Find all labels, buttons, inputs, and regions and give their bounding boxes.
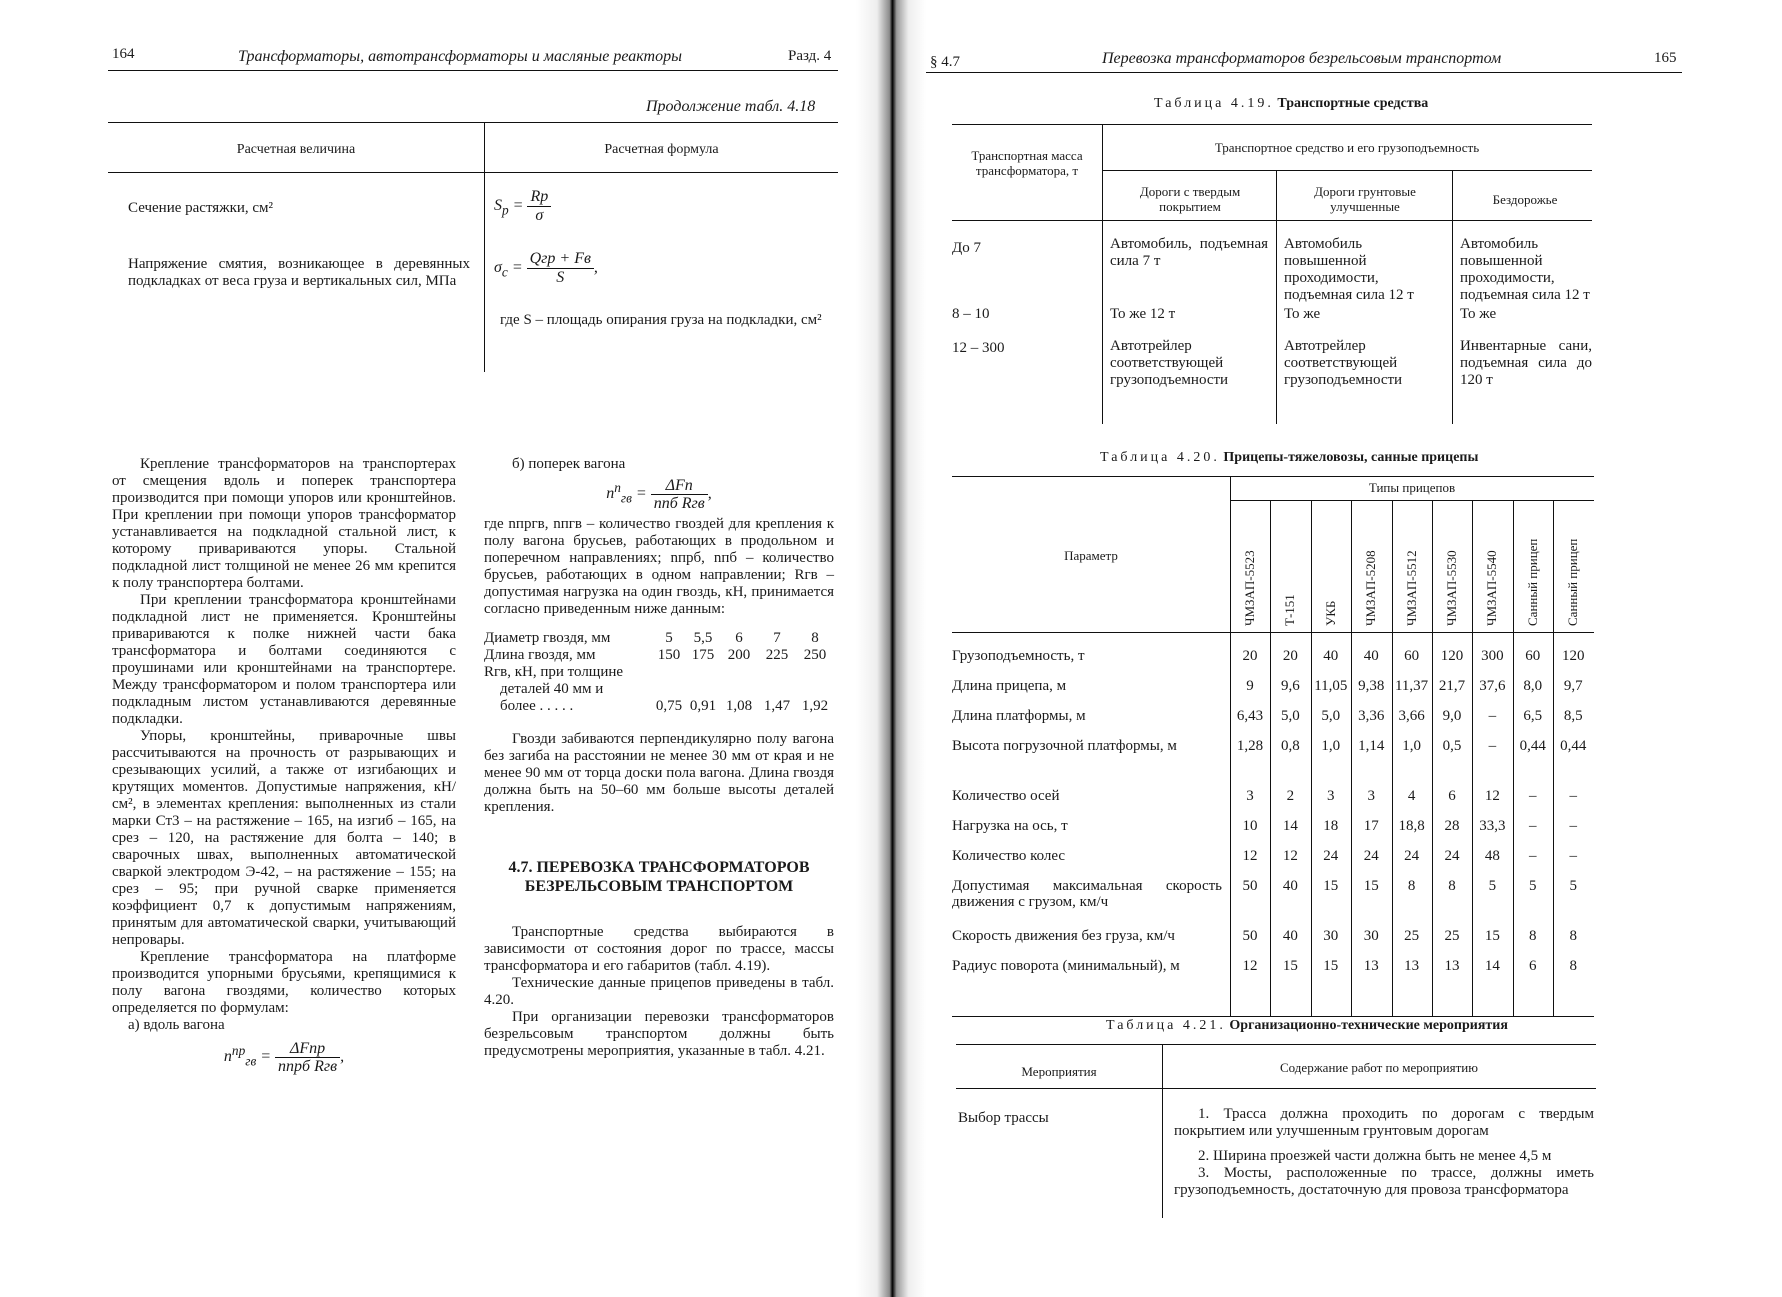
table-cell: 21,7	[1438, 678, 1466, 694]
page-number: 165	[1654, 50, 1677, 66]
table-head-dirt: Дороги грунтовые улучшенные	[1314, 184, 1416, 214]
paragraph: Транспортные средства выбираются в зависимости от состояния дорог по трассе, массы трансформатора и его габаритов (табл. 4.19).	[484, 924, 834, 974]
table-head-paved: Дороги с твердым покрытием	[1139, 184, 1241, 214]
paragraph: Крепление трансформатора на платформе производится упорными брусьями, крепящимися к полу вагона гвоздями, количество которых определяется по формулам:	[112, 949, 456, 1016]
column-a	[112, 456, 456, 1075]
table-cell: –	[1529, 818, 1537, 834]
table-cell: 6,43	[1236, 708, 1264, 724]
table-cell: 1,0	[1402, 738, 1421, 754]
table-cell: 8 – 10	[952, 306, 990, 322]
table-cell: 20	[1282, 648, 1298, 664]
table-cell: 11,05	[1314, 678, 1348, 694]
table-cell: 17	[1363, 818, 1379, 834]
table-cell: Автотрейлер соответствующей грузоподъемности	[1110, 338, 1229, 388]
table-cell: 1,28	[1236, 738, 1264, 754]
table-cell: 9,38	[1358, 678, 1385, 694]
table-cell: 8	[1569, 958, 1577, 974]
column-b	[484, 456, 834, 1060]
trailer-type-header: Санный прицеп	[1565, 538, 1581, 626]
table-caption: Таблица 4.19. Транспортные средства	[1154, 96, 1429, 111]
parameter-label: Высота погрузочной платформы, м	[952, 738, 1177, 754]
parameter-label: Допустимая максимальная скорость движения с грузом, км/ч	[952, 878, 1222, 910]
paragraph: При организации перевозки трансформаторов безрельсовым транспортом должны быть предусмотрены мероприятия, указанные в табл. 4.21.	[484, 1009, 834, 1059]
list-item: 3. Мосты, расположенные по трассе, должны иметь грузоподъемность, достаточную для провоза трансформатора	[1174, 1165, 1594, 1198]
formula-tension: $S_р$ = $\frac{Rр}{\sigma}$	[494, 188, 551, 225]
parameter-label: Длина прицепа, м	[952, 678, 1067, 694]
nail-table: Диаметр гвоздя, мм 5 5,5 6 7 8 Длина гвоздя, мм 150 175 200 225 250 Rгв, кН, при толщине деталей 40 мм и более . . . . . 0,75 0,91 1,08 1,47 1,92	[484, 630, 834, 715]
section-title: 4.7. ПЕРЕВОЗКА ТРАНСФОРМАТОРОВ БЕЗРЕЛЬСОВЫМ ТРАНСПОРТОМ	[508, 859, 810, 895]
table-cell: 13	[1404, 958, 1420, 974]
table-cell: –	[1569, 848, 1577, 864]
table-cell: 3,66	[1398, 708, 1425, 724]
right-page	[912, 0, 1782, 1297]
table-cell: 50	[1242, 928, 1258, 944]
table-cell: 9,0	[1442, 708, 1462, 724]
measure-list	[1174, 1106, 1594, 1199]
table-cell: Выбор трассы	[958, 1110, 1049, 1126]
table-cell: 5,0	[1281, 708, 1300, 724]
table-row: более . . . . . 0,75 0,91 1,08 1,47 1,92	[500, 698, 829, 714]
trailer-type-header: Т-151	[1282, 594, 1298, 626]
table-cell: 5	[1488, 878, 1497, 894]
table-head-param: Параметр	[1064, 548, 1118, 563]
table-caption: Таблица 4.20. Прицепы-тяжеловозы, санные прицепы	[1100, 450, 1479, 465]
table-cell: 0,5	[1442, 738, 1462, 754]
table-cell: 5	[1529, 878, 1537, 894]
table-cell: 8	[1407, 878, 1416, 894]
continuation-caption: Продолжение табл. 4.18	[646, 98, 816, 115]
table-cell: Инвентарные сани, подъемная сила до 120 т	[1460, 338, 1592, 388]
table-cell: 18	[1323, 818, 1339, 834]
parameter-label: Количество колес	[952, 848, 1066, 864]
trailer-type-header: ЧМЗАП-5208	[1363, 550, 1379, 626]
table-caption: Таблица 4.21. Организационно-технические мероприятия	[1106, 1018, 1508, 1033]
table-cell: 300	[1481, 648, 1504, 664]
table-cell: 40	[1282, 878, 1298, 894]
where-note: где S – площадь опирания груза на подкладки, см²	[500, 312, 822, 328]
table-cell: –	[1529, 788, 1537, 804]
table-head-group: Транспортное средство и его грузоподъемность	[1214, 140, 1480, 155]
table-cell: –	[1529, 848, 1537, 864]
list-item: а) вдоль вагона	[128, 1017, 225, 1033]
table-row: Длина гвоздя, мм 150 175 200 225 250	[484, 647, 827, 663]
table-head-group: Типы прицепов	[1368, 480, 1456, 495]
table-cell: 11,37	[1394, 678, 1429, 694]
table-cell: 1,14	[1358, 738, 1385, 754]
table-cell: 8	[1448, 878, 1456, 894]
table-cell: 15	[1323, 958, 1339, 974]
paragraph: Технические данные прицепов приведены в табл. 4.20.	[484, 975, 834, 1008]
table-cell: –	[1569, 818, 1577, 834]
table-cell: 0,44	[1519, 738, 1546, 754]
table-head-formula: Расчетная формула	[604, 142, 719, 157]
table-cell: 24	[1363, 848, 1379, 864]
table-cell: 15	[1363, 878, 1379, 894]
table-cell: 0,44	[1560, 738, 1587, 754]
table-cell: 12	[1282, 848, 1298, 864]
table-cell: 24	[1323, 848, 1339, 864]
paragraph: где nпргв, nпгв – количество гвоздей для крепления к полу вагона брусьев, работающих в продольном и поперечном направлениях; nпрб, nпб – количество брусьев, работающих в одном направлении; Rгв – допустимая нагрузка на один гвоздь, кН, принимается согласно приведенным ниже данным:	[484, 516, 834, 617]
parameter-label: Количество осей	[952, 788, 1060, 804]
table-cell: 30	[1323, 928, 1339, 944]
table-cell: 8,5	[1563, 708, 1583, 724]
parameter-label: Нагрузка на ось, т	[952, 818, 1068, 834]
paragraph: Гвозди забиваются перпендикулярно полу вагона без загиба на расстоянии не менее 30 мм от края и не менее 90 мм от торца доски пола вагона. Длина гвоздя должна быть на 50–60 мм больше высоты деталей крепления.	[484, 731, 834, 815]
trailer-type-header: Санный прицеп	[1524, 538, 1540, 626]
table-cell: 12 – 300	[952, 340, 1005, 356]
list-item: 1. Трасса должна проходить по дорогам с твердым покрытием или улучшенным грунтовым дорогам	[1174, 1106, 1594, 1139]
table-cell: 24	[1444, 848, 1460, 864]
section-ref: § 4.7	[930, 54, 960, 70]
running-title: Перевозка трансформаторов безрельсовым транспортом	[1102, 50, 1502, 67]
table-cell: 12	[1242, 848, 1258, 864]
table-cell: 13	[1363, 958, 1379, 974]
table-cell: 60	[1525, 648, 1541, 664]
table-cell: –	[1488, 738, 1497, 754]
table-cell: То же 12 т	[1110, 306, 1176, 322]
table-cell: 24	[1404, 848, 1420, 864]
table-cell: 20	[1242, 648, 1258, 664]
trailer-type-header: УКБ	[1322, 600, 1338, 626]
table-cell: До 7	[952, 240, 981, 256]
list-item: 2. Ширина проезжей части должна быть не менее 4,5 м	[1198, 1148, 1552, 1164]
row-label: Напряжение смятия, возникающее в деревянных подкладках от веса груза и вертикальных сил, МПа	[128, 256, 470, 289]
table-head-mass: Транспортная масса трансформатора, т	[971, 148, 1083, 178]
table-head-measures: Мероприятия	[1021, 1064, 1097, 1079]
table-cell: –	[1569, 788, 1577, 804]
table-cell: 4	[1407, 788, 1416, 804]
parameter-label: Радиус поворота (минимальный), м	[952, 958, 1180, 974]
table-cell: Автотрейлер соответствующей грузоподъемности	[1284, 338, 1403, 388]
table-row: Диаметр гвоздя, мм 5 5,5 6 7 8	[484, 630, 819, 646]
table-cell: 12	[1242, 958, 1258, 974]
table-cell: 40	[1282, 928, 1298, 944]
trailer-type-header: ЧМЗАП-5523	[1242, 550, 1257, 626]
table-head-offroad: Бездорожье	[1492, 192, 1558, 207]
table-cell: 3	[1327, 788, 1335, 804]
table-cell: –	[1488, 708, 1497, 724]
table-cell: 40	[1363, 648, 1379, 664]
table-cell: 3	[1367, 788, 1375, 804]
table-cell: 6,5	[1523, 708, 1543, 724]
table-cell: 9	[1246, 678, 1254, 694]
table-cell: 25	[1404, 928, 1420, 944]
table-cell: 6	[1448, 788, 1456, 804]
section-ref: Разд. 4	[788, 48, 832, 64]
table-cell: 12	[1484, 788, 1500, 804]
table-head-content: Содержание работ по мероприятию	[1280, 1060, 1478, 1075]
trailer-type-header: ЧМЗАП-5512	[1403, 550, 1419, 626]
left-page	[0, 0, 870, 1297]
table-cell: То же	[1460, 306, 1497, 322]
table-cell: 48	[1484, 848, 1500, 864]
table-cell: 9,6	[1281, 678, 1300, 694]
table-cell: 37,6	[1479, 678, 1506, 694]
table-head-quantity: Расчетная величина	[236, 142, 356, 157]
table-cell: 8,0	[1523, 678, 1543, 694]
table-cell: 3,36	[1358, 708, 1385, 724]
table-cell: 50	[1242, 878, 1258, 894]
parameter-label: Длина платформы, м	[952, 708, 1086, 724]
table-cell: 8	[1569, 928, 1577, 944]
table-cell: 15	[1484, 928, 1500, 944]
table-cell: 0,8	[1281, 738, 1300, 754]
table-cell: 8	[1529, 928, 1537, 944]
paragraph: Крепление трансформаторов на транспортерах от смещения вдоль и поперек транспортера производится при помощи упоров или кронштейнов. При креплении при помощи упоров трансформатор устанавливается на подкладной стальной лист, к которому привариваются упоры. Стальной подкладной лист толщиной не менее 26 мм крепится к полу транспортера болтами.	[112, 456, 456, 591]
table-cell: 5,0	[1321, 708, 1341, 724]
parameter-label: Скорость движения без груза, км/ч	[952, 928, 1175, 944]
parameter-label: Грузоподъемность, т	[952, 648, 1085, 664]
table-cell: 60	[1404, 648, 1420, 664]
table-cell: 40	[1323, 648, 1339, 664]
table-cell: 15	[1282, 958, 1298, 974]
table-cell: Автомобиль повышенной проходимости, подъемная сила 12 т	[1460, 236, 1590, 303]
table-cell: 1,0	[1321, 738, 1341, 754]
table-cell: 3	[1246, 788, 1254, 804]
table-cell: 14	[1282, 818, 1298, 834]
table-cell: 9,7	[1563, 678, 1583, 694]
row-label: Сечение растяжки, см²	[128, 200, 274, 216]
list-item: б) поперек вагона	[512, 456, 626, 472]
table-cell: 15	[1323, 878, 1339, 894]
table-cell: 120	[1440, 648, 1464, 664]
formula-longitudinal: $n^{пр}_{гв}$ = $\frac{\text{ΔFпр}}{\text{nпрб Rгв}}$ ,	[223, 1040, 345, 1075]
paragraph: Упоры, кронштейны, приварочные швы рассчитываются на прочность от разрывающих и срезывающих усилий, а также от изгибающих и крутящих моментов. Допустимые напряжения, кН/см², в элементах крепления: выполненных из стали марки Ст3 – на растяжение – 165, на изгиб – 165, на срез – 120, на растяжение для болта – 140; в сварочных швах, выполненных автоматической сваркой электродом Э-42, – на растяжение – 155; на срез – 95; при ручной сварке применяется коэффициент 0,7 к допустимым напряжениям, принятым для автоматической сварки, учитывающий непровары.	[112, 728, 456, 948]
table-cell: То же	[1284, 306, 1321, 322]
table-cell: 30	[1363, 928, 1379, 944]
formula-transverse: $n^п_{гв}$ = $\frac{\text{ΔFп}}{\text{nпб Rгв}}$ ,	[606, 477, 712, 512]
table-cell: 120	[1561, 648, 1585, 664]
table-cell: 33,3	[1479, 818, 1506, 834]
page-number: 164	[112, 46, 135, 62]
trailer-type-header: ЧМЗАП-5530	[1444, 550, 1459, 626]
table-row-label: Rгв, кН, при толщине	[484, 664, 624, 680]
formula-crushing: $\sigma_с$ = $\frac{\text{Qгр + Fв}}{S}$ ,	[494, 250, 598, 286]
table-cell: 13	[1444, 958, 1460, 974]
table-cell: 6	[1529, 958, 1537, 974]
paragraph: При креплении трансформатора кронштейнами подкладной лист не применяется. Кронштейны привариваются к полке нижней части бака трансформатора и болтами соединяются с проушинами или кронштейнами на транспортере. Между трансформатором и полом транспортера или подкладным листом устанавливаются деревянные подкладки.	[112, 592, 456, 727]
table-cell: 2	[1286, 788, 1295, 804]
table-cell: 18,8	[1398, 818, 1425, 834]
table-cell: Автомобиль, подъемная сила 7 т	[1110, 236, 1268, 269]
running-title: Трансформаторы, автотрансформаторы и масляные реакторы	[238, 48, 682, 65]
table-cell: 14	[1484, 958, 1500, 974]
table-cell: 25	[1444, 928, 1460, 944]
trailer-type-header: ЧМЗАП-5540	[1484, 550, 1500, 626]
table-cell: Автомобиль повышенной проходимости, подъемная сила 12 т	[1284, 236, 1414, 303]
table-cell: 10	[1242, 818, 1258, 834]
table-cell: 5	[1569, 878, 1577, 894]
table-cell: 28	[1444, 818, 1460, 834]
